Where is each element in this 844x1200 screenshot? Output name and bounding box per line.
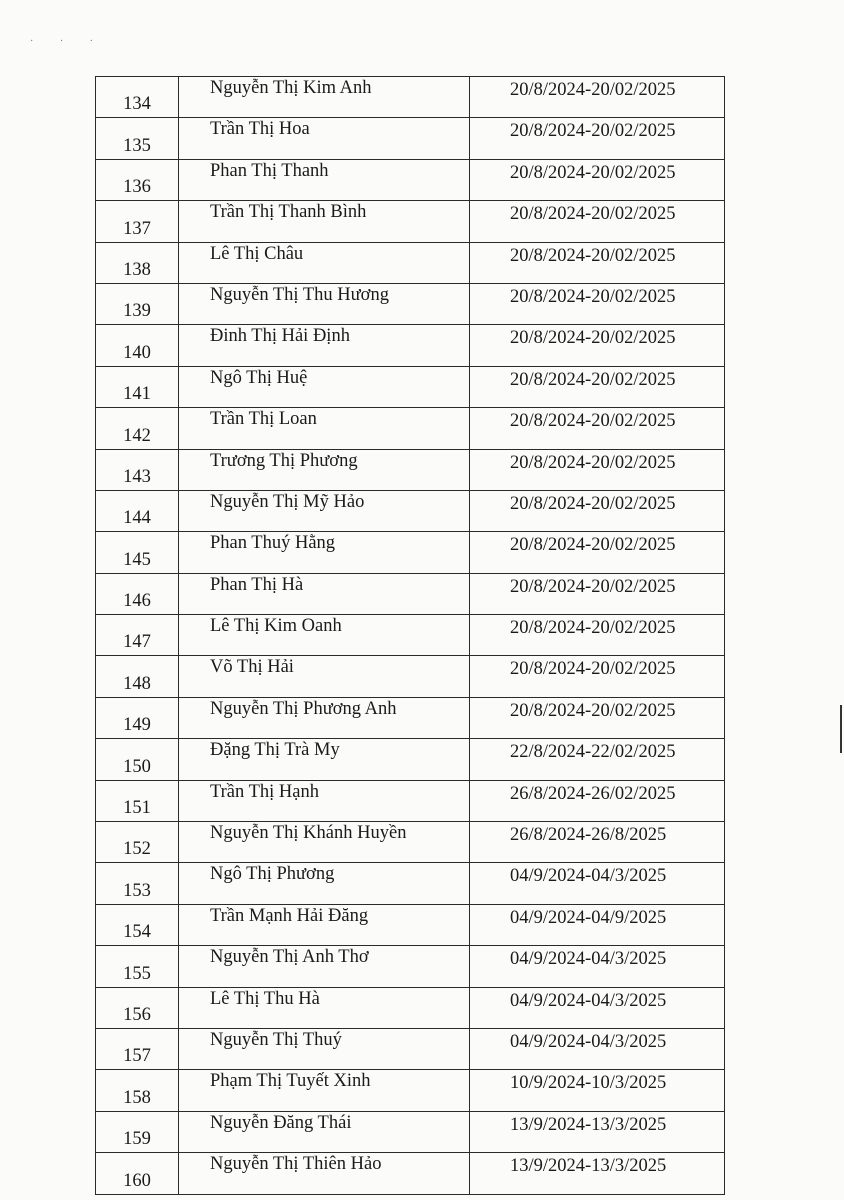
person-name-cell: Phan Thuý Hằng [179, 532, 470, 573]
table-row [96, 863, 725, 904]
row-number-cell: 148 [96, 656, 179, 697]
person-name-cell: Nguyễn Thị Thuý [179, 1028, 470, 1069]
person-name-cell: Nguyễn Thị Thiên Hảo [179, 1153, 470, 1194]
table-row [96, 1028, 725, 1069]
row-number-cell: 154 [96, 904, 179, 945]
row-number-cell: 158 [96, 1070, 179, 1111]
row-number-cell: 145 [96, 532, 179, 573]
row-number-cell: 136 [96, 159, 179, 200]
row-number-cell: 153 [96, 863, 179, 904]
roster-table-body [96, 77, 725, 1195]
scan-speck-marks: · · · [30, 36, 105, 47]
table-row [96, 159, 725, 200]
table-row [96, 697, 725, 738]
person-name-cell: Phan Thị Thanh [179, 159, 470, 200]
row-number-cell: 150 [96, 739, 179, 780]
table-row [96, 408, 725, 449]
table-row [96, 739, 725, 780]
table-row [96, 77, 725, 118]
row-number-cell: 139 [96, 283, 179, 324]
person-name-cell: Đinh Thị Hải Định [179, 325, 470, 366]
row-number-cell: 143 [96, 449, 179, 490]
period-cell: 10/9/2024-10/3/2025 [470, 1070, 725, 1111]
period-cell: 26/8/2024-26/8/2025 [470, 822, 725, 863]
row-number-cell: 138 [96, 242, 179, 283]
table-row [96, 449, 725, 490]
table-row [96, 118, 725, 159]
roster-table [95, 76, 725, 1195]
person-name-cell: Nguyễn Thị Khánh Huyền [179, 822, 470, 863]
period-cell: 20/8/2024-20/02/2025 [470, 532, 725, 573]
row-number-cell: 135 [96, 118, 179, 159]
table-row [96, 615, 725, 656]
row-number-cell: 151 [96, 780, 179, 821]
period-cell: 04/9/2024-04/9/2025 [470, 904, 725, 945]
table-row [96, 1153, 725, 1194]
table-row [96, 283, 725, 324]
period-cell: 20/8/2024-20/02/2025 [470, 159, 725, 200]
period-cell: 20/8/2024-20/02/2025 [470, 242, 725, 283]
table-row [96, 780, 725, 821]
period-cell: 20/8/2024-20/02/2025 [470, 656, 725, 697]
table-row [96, 946, 725, 987]
row-number-cell: 159 [96, 1111, 179, 1152]
person-name-cell: Trần Thị Thanh Bình [179, 201, 470, 242]
person-name-cell: Ngô Thị Huệ [179, 366, 470, 407]
period-cell: 22/8/2024-22/02/2025 [470, 739, 725, 780]
person-name-cell: Lê Thị Thu Hà [179, 987, 470, 1028]
period-cell: 20/8/2024-20/02/2025 [470, 697, 725, 738]
table-row [96, 201, 725, 242]
period-cell: 20/8/2024-20/02/2025 [470, 366, 725, 407]
period-cell: 04/9/2024-04/3/2025 [470, 987, 725, 1028]
table-row [96, 822, 725, 863]
row-number-cell: 142 [96, 408, 179, 449]
table-row [96, 656, 725, 697]
person-name-cell: Lê Thị Kim Oanh [179, 615, 470, 656]
row-number-cell: 134 [96, 77, 179, 118]
person-name-cell: Ngô Thị Phương [179, 863, 470, 904]
person-name-cell: Nguyễn Thị Kim Anh [179, 77, 470, 118]
table-row [96, 490, 725, 531]
person-name-cell: Phan Thị Hà [179, 573, 470, 614]
person-name-cell: Nguyễn Thị Phương Anh [179, 697, 470, 738]
row-number-cell: 144 [96, 490, 179, 531]
person-name-cell: Nguyễn Đăng Thái [179, 1111, 470, 1152]
table-row [96, 1070, 725, 1111]
period-cell: 04/9/2024-04/3/2025 [470, 863, 725, 904]
period-cell: 20/8/2024-20/02/2025 [470, 490, 725, 531]
period-cell: 20/8/2024-20/02/2025 [470, 573, 725, 614]
table-row [96, 242, 725, 283]
period-cell: 26/8/2024-26/02/2025 [470, 780, 725, 821]
table-row [96, 1111, 725, 1152]
person-name-cell: Đặng Thị Trà My [179, 739, 470, 780]
row-number-cell: 152 [96, 822, 179, 863]
table-row [96, 987, 725, 1028]
person-name-cell: Trần Thị Loan [179, 408, 470, 449]
period-cell: 20/8/2024-20/02/2025 [470, 283, 725, 324]
period-cell: 20/8/2024-20/02/2025 [470, 118, 725, 159]
row-number-cell: 147 [96, 615, 179, 656]
person-name-cell: Nguyễn Thị Anh Thơ [179, 946, 470, 987]
period-cell: 20/8/2024-20/02/2025 [470, 615, 725, 656]
table-row [96, 904, 725, 945]
period-cell: 20/8/2024-20/02/2025 [470, 449, 725, 490]
person-name-cell: Phạm Thị Tuyết Xinh [179, 1070, 470, 1111]
person-name-cell: Lê Thị Châu [179, 242, 470, 283]
person-name-cell: Võ Thị Hải [179, 656, 470, 697]
person-name-cell: Trần Mạnh Hải Đăng [179, 904, 470, 945]
period-cell: 13/9/2024-13/3/2025 [470, 1111, 725, 1152]
row-number-cell: 141 [96, 366, 179, 407]
person-name-cell: Nguyễn Thị Thu Hương [179, 283, 470, 324]
period-cell: 20/8/2024-20/02/2025 [470, 408, 725, 449]
scan-edge-mark [840, 705, 842, 753]
person-name-cell: Trần Thị Hoa [179, 118, 470, 159]
row-number-cell: 157 [96, 1028, 179, 1069]
table-row [96, 366, 725, 407]
period-cell: 04/9/2024-04/3/2025 [470, 1028, 725, 1069]
table-row [96, 325, 725, 366]
row-number-cell: 149 [96, 697, 179, 738]
period-cell: 13/9/2024-13/3/2025 [470, 1153, 725, 1194]
period-cell: 20/8/2024-20/02/2025 [470, 77, 725, 118]
period-cell: 20/8/2024-20/02/2025 [470, 201, 725, 242]
table-row [96, 532, 725, 573]
row-number-cell: 137 [96, 201, 179, 242]
row-number-cell: 156 [96, 987, 179, 1028]
row-number-cell: 140 [96, 325, 179, 366]
row-number-cell: 160 [96, 1153, 179, 1194]
row-number-cell: 146 [96, 573, 179, 614]
table-row [96, 573, 725, 614]
row-number-cell: 155 [96, 946, 179, 987]
period-cell: 04/9/2024-04/3/2025 [470, 946, 725, 987]
person-name-cell: Trần Thị Hạnh [179, 780, 470, 821]
person-name-cell: Nguyễn Thị Mỹ Hảo [179, 490, 470, 531]
person-name-cell: Trương Thị Phương [179, 449, 470, 490]
period-cell: 20/8/2024-20/02/2025 [470, 325, 725, 366]
